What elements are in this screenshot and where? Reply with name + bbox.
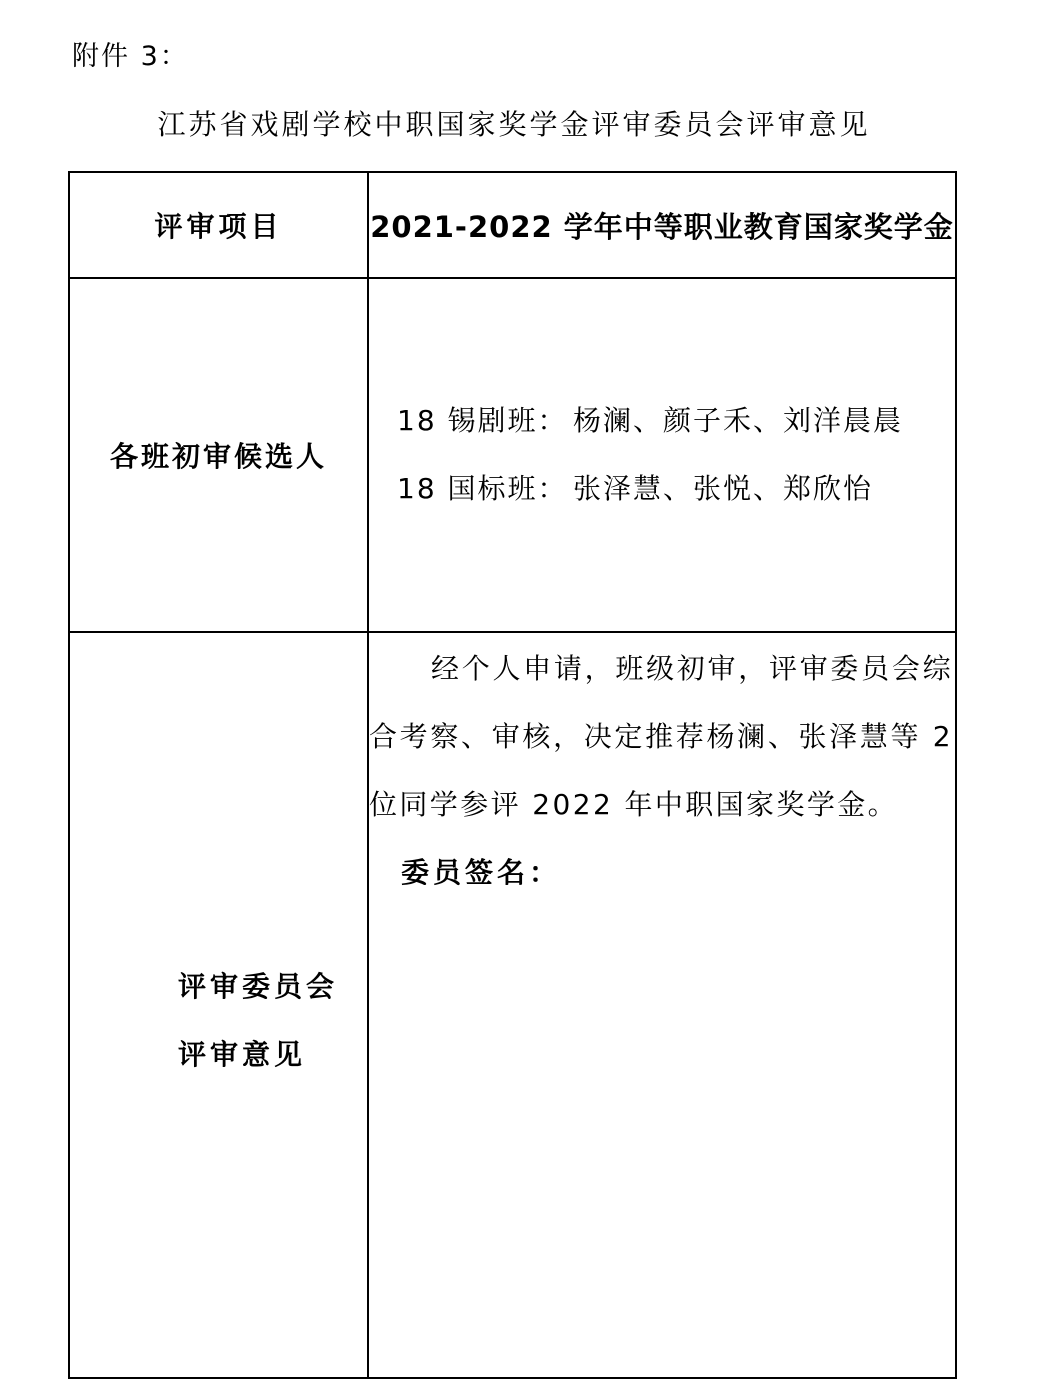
- review-item-value: 2021-2022 学年中等职业教育国家奖学金: [368, 172, 956, 278]
- committee-label-cell: [69, 632, 368, 1378]
- review-table: [68, 171, 957, 1379]
- candidate-class-name: 18 锡剧班：: [397, 404, 568, 437]
- committee-opinion-cell: [368, 632, 956, 1378]
- committee-label-line2: 评审意见: [178, 1038, 307, 1071]
- candidate-names: 张泽慧、张悦、郑欣怡: [573, 472, 874, 505]
- candidates-list: [368, 278, 956, 632]
- candidates-label: 各班初审候选人: [69, 278, 368, 632]
- committee-label-line1: 评审委员会: [178, 970, 339, 1003]
- candidate-class-name: 18 国标班：: [397, 472, 568, 505]
- table-row-candidates: [69, 278, 956, 632]
- table-row-committee-opinion: [69, 632, 956, 1378]
- table-row-review-item: [69, 172, 956, 278]
- committee-label: [70, 633, 367, 1089]
- committee-opinion-text: 经个人申请，班级初审，评审委员会综合考察、审核，决定推荐杨澜、张泽慧等 2 位同学参评 2022 年中职国家奖学金。: [369, 652, 953, 821]
- review-item-label: 评审项目: [69, 172, 368, 278]
- attachment-label: 附件 3：: [72, 41, 189, 72]
- candidate-line: [397, 387, 955, 455]
- candidate-line: [397, 455, 955, 523]
- signature-label: 委员签名：: [401, 856, 562, 889]
- document-title: 江苏省戏剧学校中职国家奖学金评审委员会评审意见: [157, 108, 871, 141]
- candidate-names: 杨澜、颜子禾、刘洋晨晨: [573, 404, 904, 437]
